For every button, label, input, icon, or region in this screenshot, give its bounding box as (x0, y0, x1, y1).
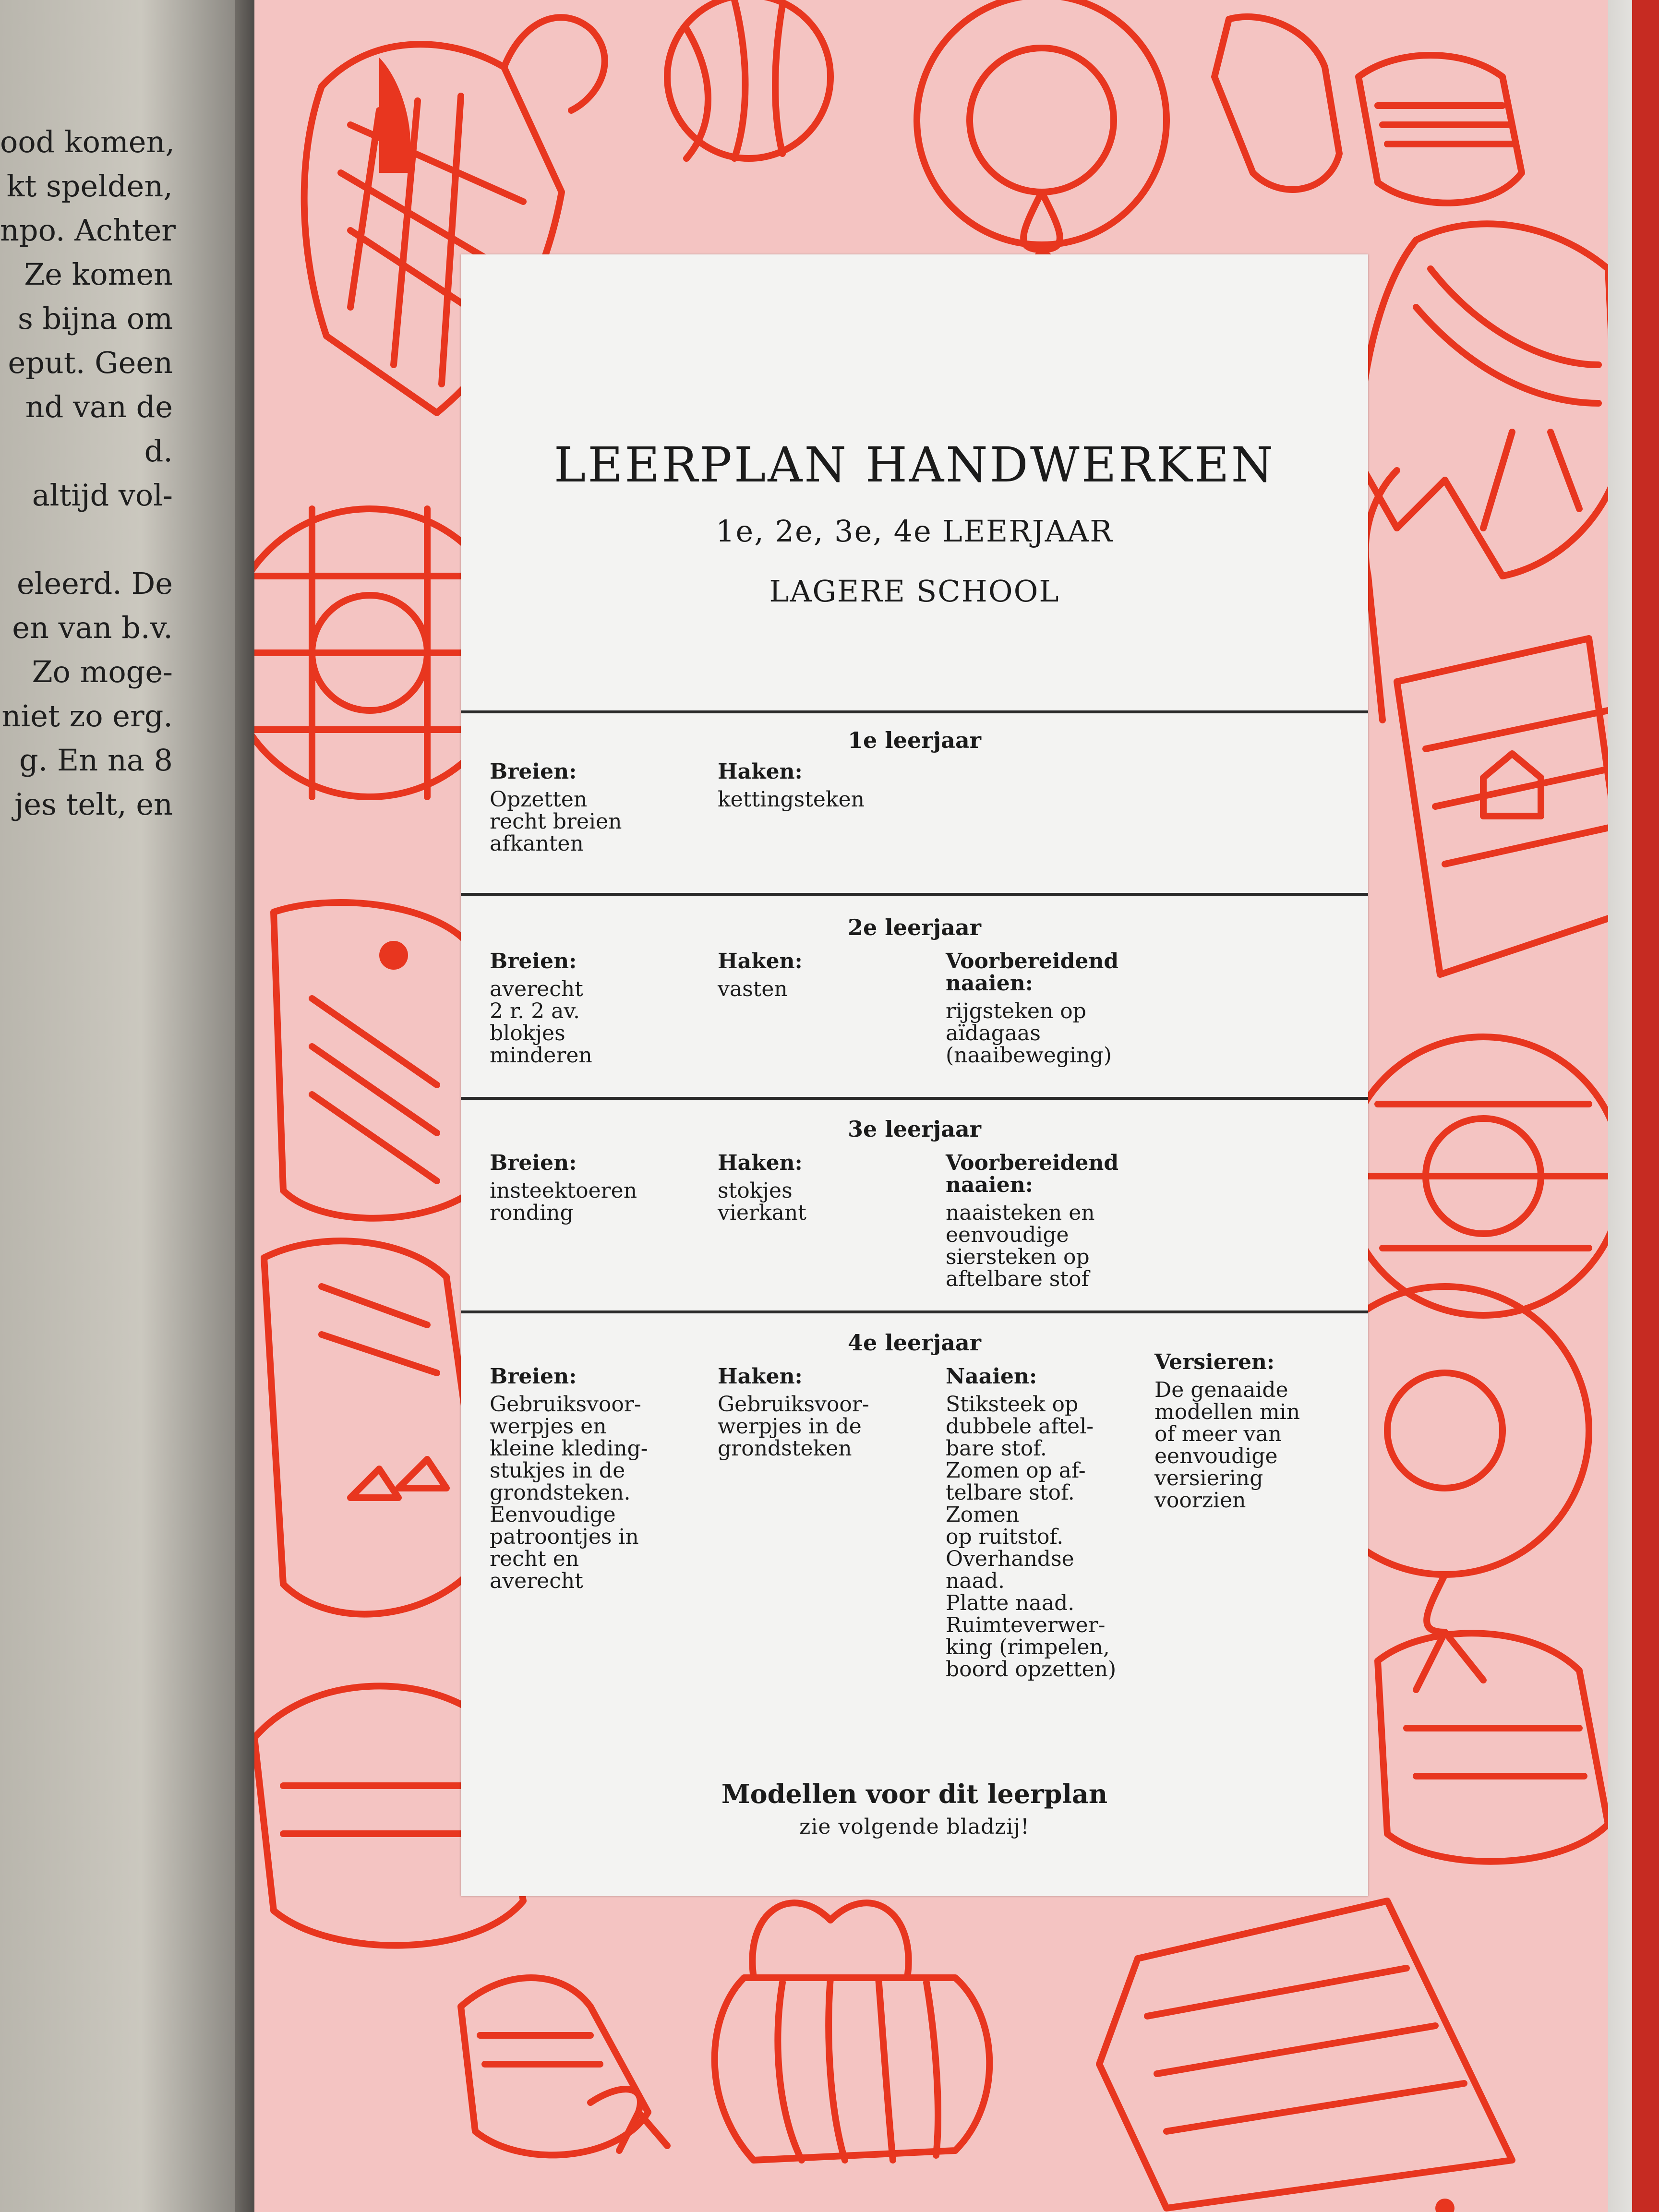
section-divider (461, 893, 1368, 896)
left-page-line: niet zo erg. (1, 698, 173, 733)
subject-heading: Breien: (490, 759, 577, 784)
subject-heading: Breien: (490, 1151, 577, 1175)
left-page-line: jes telt, en (14, 787, 173, 822)
section-divider (461, 710, 1368, 713)
left-page-line: npo. Achter (0, 213, 176, 248)
subject-column (490, 950, 592, 1067)
subject-content: Gebruiksvoor- werpjes in de grondsteken (718, 1392, 869, 1461)
subject-column (718, 1366, 869, 1460)
left-page-line: altijd vol- (32, 478, 173, 513)
section-divider (461, 1310, 1368, 1313)
subject-content: Stiksteek op dubbele aftel- bare stof. Zomen op af- telbare stof. Zomen op ruitstof. Overhandse naad. Platte naad. Ruimteverwer- king (rimpelen, boord opzetten) (946, 1392, 1117, 1682)
subject-column (718, 761, 865, 811)
left-page-line: eleerd. De (16, 566, 173, 601)
subject-heading: Voorbereidend naaien: (946, 949, 1119, 996)
left-page-line: nd van de (25, 389, 173, 424)
subject-content: averecht 2 r. 2 av. blokjes minderen (490, 977, 592, 1068)
subject-heading: Voorbereidend naaien: (946, 1151, 1119, 1197)
footer-subnote: zie volgende bladzij! (799, 1815, 1030, 1839)
subject-heading: Haken: (718, 1364, 803, 1389)
subject-heading: Haken: (718, 949, 803, 974)
years-line: 1e, 2e, 3e, 4e LEERJAAR (716, 514, 1113, 549)
subject-column (490, 1152, 637, 1224)
subject-content: insteektoeren ronding (490, 1178, 637, 1225)
subject-column (946, 1366, 1116, 1681)
subject-content: rijgsteken op aïdagaas (naaibeweging) (946, 999, 1112, 1068)
subject-heading: Haken: (718, 759, 803, 784)
year-heading: 4e leerjaar (847, 1330, 982, 1356)
year-heading: 1e leerjaar (847, 727, 982, 753)
subject-heading: Versieren: (1154, 1350, 1275, 1374)
footer-note: Modellen voor dit leerplan (721, 1779, 1108, 1809)
curriculum-card (461, 254, 1368, 1896)
subject-content: kettingsteken (718, 787, 865, 812)
subject-column (946, 950, 1118, 1067)
subject-content: De genaaide modellen min of meer van eenvoudige versiering voorzien (1154, 1378, 1300, 1513)
subject-heading: Naaien: (946, 1364, 1037, 1389)
subject-column (718, 1152, 806, 1224)
left-page-line: eput. Geen (8, 345, 173, 380)
left-page-line: d. (144, 433, 173, 469)
subject-column (1154, 1351, 1300, 1512)
subject-content: naaisteken en eenvoudige siersteken op aftelbare stof (946, 1201, 1095, 1291)
subject-column (490, 1366, 648, 1592)
subject-heading: Breien: (490, 1364, 577, 1389)
subject-column (718, 950, 803, 1000)
subject-content: vasten (718, 977, 788, 1001)
subject-content: stokjes vierkant (718, 1178, 806, 1225)
year-heading: 2e leerjaar (847, 914, 982, 940)
left-page-line: en van b.v. (12, 610, 173, 645)
subject-column (946, 1152, 1118, 1290)
left-page-line: Ze komen (24, 257, 173, 292)
left-page-line: s bijna om (18, 301, 173, 336)
school-line: LAGERE SCHOOL (769, 574, 1060, 609)
left-page-line: Zo moge- (32, 654, 173, 689)
left-page (0, 0, 235, 2212)
left-page-line: ood komen, (0, 124, 175, 159)
subject-content: Opzetten recht breien afkanten (490, 787, 622, 856)
year-heading: 3e leerjaar (847, 1116, 982, 1142)
left-page-line: g. En na 8 (19, 743, 173, 778)
left-page-text (0, 120, 176, 827)
page-title: LEERPLAN HANDWERKEN (553, 437, 1275, 493)
section-divider (461, 1097, 1368, 1100)
subject-heading: Breien: (490, 949, 577, 974)
left-page-line (0, 517, 173, 562)
subject-heading: Haken: (718, 1151, 803, 1175)
book-cover-edge (1632, 0, 1659, 2212)
left-page-line: kt spelden, (6, 168, 173, 204)
subject-column (490, 761, 622, 855)
subject-content: Gebruiksvoor- werpjes en kleine kleding- stukjes in de grondsteken. Eenvoudige patroontjes in recht en averecht (490, 1392, 648, 1593)
